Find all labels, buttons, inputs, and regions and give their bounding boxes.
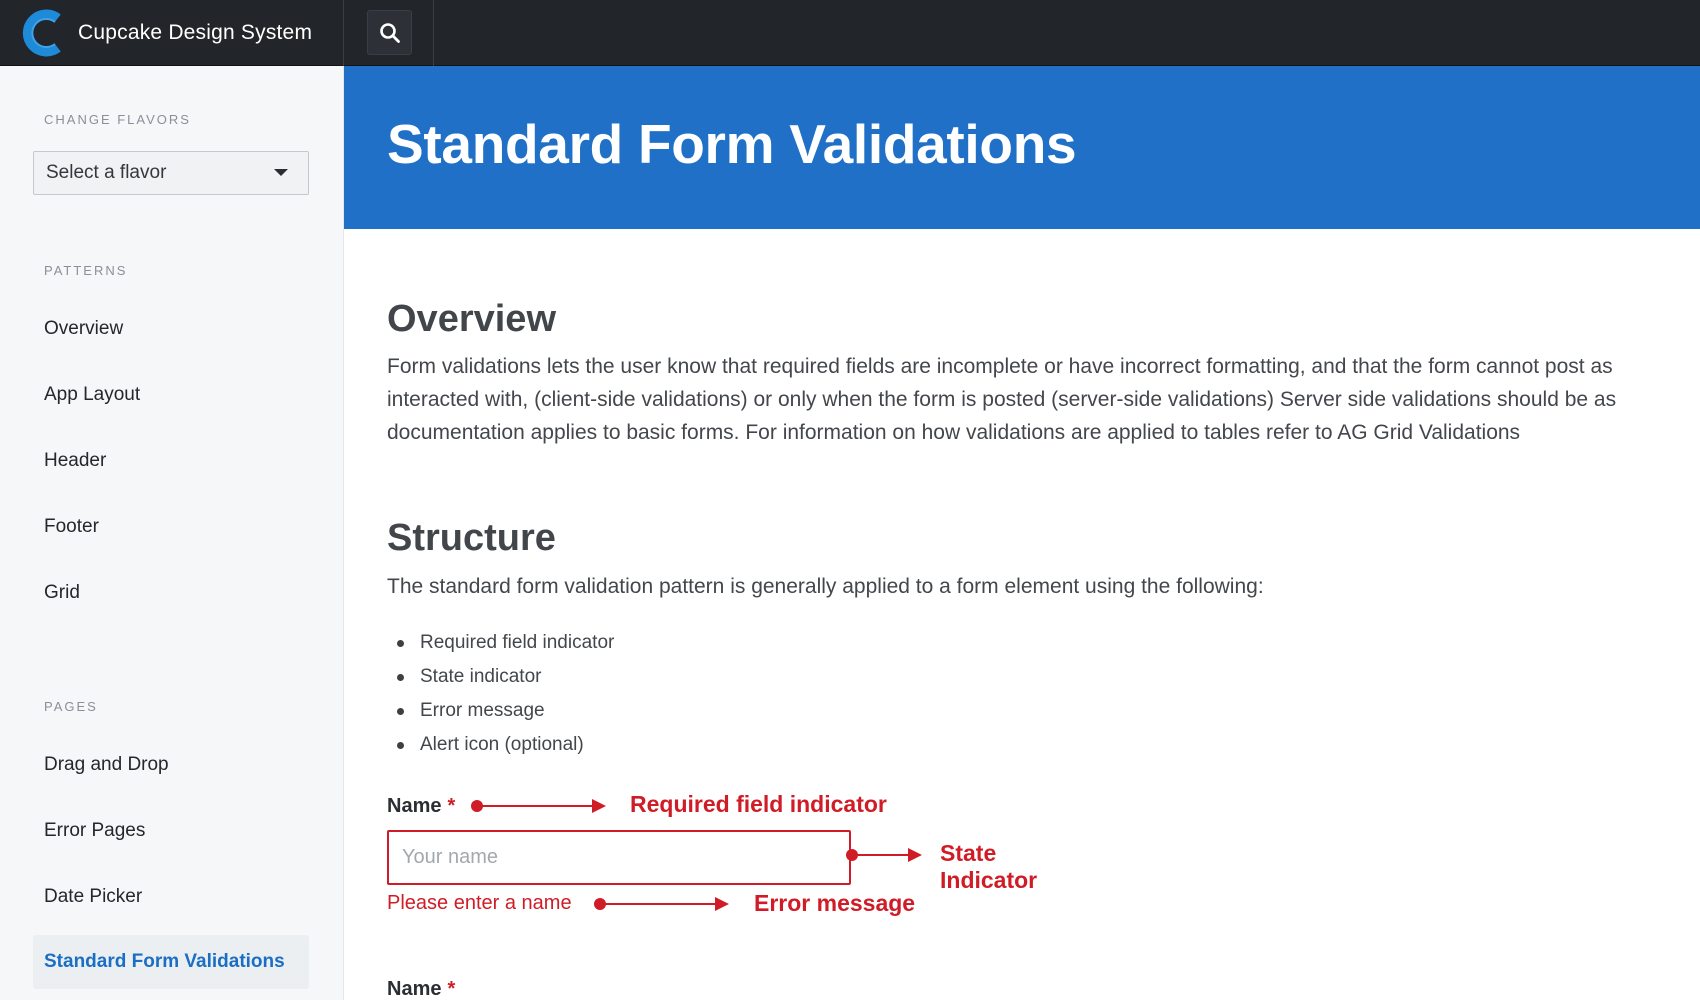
list-item: Error message — [387, 694, 614, 728]
sidebar-item-error-pages[interactable]: Error Pages — [44, 820, 146, 841]
annotation-required-field-indicator: Required field indicator — [630, 791, 887, 817]
patterns-section-label: PATTERNS — [44, 263, 128, 278]
error-message-arrow — [594, 897, 729, 911]
overview-paragraph-line-1: Form validations lets the user know that required fields are incomplete or have incorrect formatting, and that the form cannot post as — [387, 355, 1613, 378]
required-field-indicator: * — [447, 795, 456, 817]
overview-heading: Overview — [387, 298, 556, 340]
brand[interactable] — [0, 0, 344, 66]
flavor-select-value: Select a flavor — [46, 162, 167, 183]
annotation-state-indicator-line-2: Indicator — [940, 867, 1038, 893]
change-flavors-label: CHANGE FLAVORS — [44, 112, 191, 127]
cupcake-logo-icon — [22, 8, 66, 58]
second-required-field-indicator: * — [447, 978, 456, 1000]
page-title: Standard Form Validations — [387, 113, 1077, 175]
required-indicator-arrow — [471, 799, 606, 813]
annotation-error-message: Error message — [754, 890, 916, 916]
pages-section-label: PAGES — [44, 699, 98, 714]
brand-name: Cupcake Design System — [78, 20, 313, 44]
sidebar-item-app-layout[interactable]: App Layout — [44, 384, 141, 405]
sidebar-item-grid[interactable]: Grid — [44, 582, 80, 603]
top-bar — [0, 0, 1700, 66]
search-button[interactable] — [367, 10, 412, 55]
sidebar-item-header[interactable]: Header — [44, 450, 107, 471]
list-item: Required field indicator — [387, 626, 614, 660]
sidebar-item-overview[interactable]: Overview — [44, 318, 124, 339]
structure-intro: The standard form validation pattern is generally applied to a form element using the following: — [387, 575, 1264, 598]
sidebar — [0, 66, 344, 1000]
sidebar-item-date-picker[interactable]: Date Picker — [44, 886, 143, 907]
structure-heading: Structure — [387, 517, 556, 559]
list-item: Alert icon (optional) — [387, 728, 614, 762]
demo-error-message: Please enter a name — [387, 892, 572, 914]
topbar-divider — [433, 0, 434, 66]
second-field-label — [387, 978, 455, 1000]
state-indicator-arrow — [846, 848, 922, 862]
second-field-label-text: Name — [387, 978, 442, 1000]
flavor-select[interactable] — [33, 151, 309, 195]
main-content — [344, 229, 1700, 1000]
sidebar-item-drag-and-drop[interactable]: Drag and Drop — [44, 754, 169, 775]
sidebar-item-footer[interactable]: Footer — [44, 516, 99, 537]
demo-field-label-text: Name — [387, 795, 442, 817]
caret-down-icon — [274, 169, 288, 176]
page-hero — [344, 66, 1700, 229]
search-icon — [379, 22, 401, 44]
overview-paragraph-line-2: interacted with, (client-side validations) or only when the form is posted (server-side validations) Server side validations should be as — [387, 388, 1617, 411]
overview-paragraph-line-3: documentation applies to basic forms. For information on how validations are applied to tables refer to AG Grid Validations — [387, 421, 1521, 444]
list-item: State indicator — [387, 660, 614, 694]
annotation-state-indicator-line-1: State — [940, 840, 997, 866]
sidebar-item-standard-form-validations[interactable]: Standard Form Validations — [33, 935, 309, 989]
